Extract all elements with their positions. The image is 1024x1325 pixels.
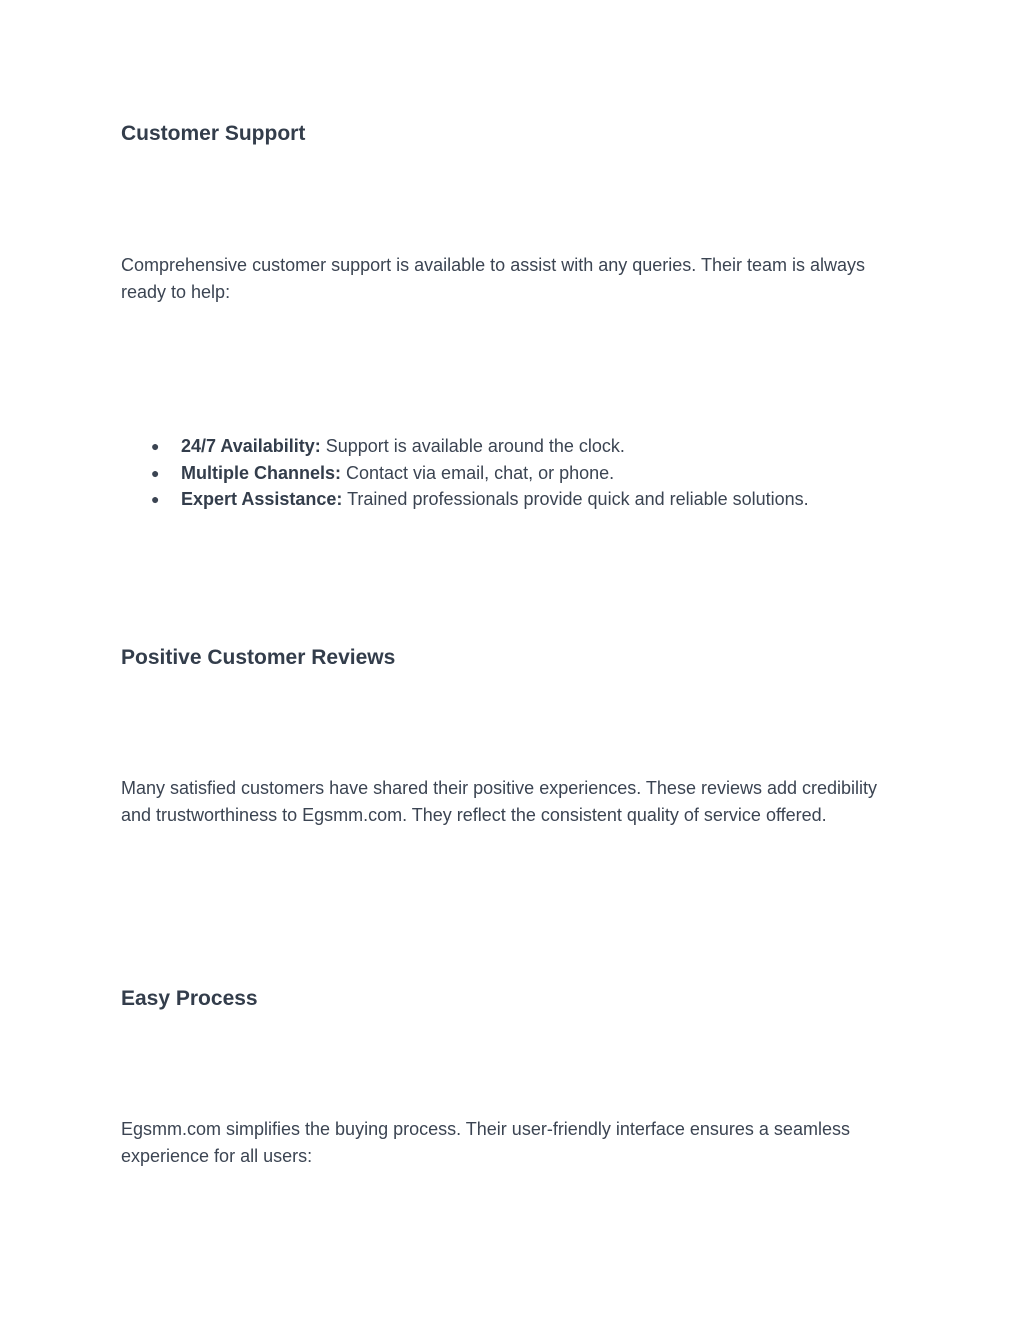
support-features-list — [121, 433, 921, 513]
heading-customer-support: Customer Support — [121, 122, 306, 145]
list-item-text: Support is available around the clock. — [320, 436, 625, 456]
list-item-availability — [121, 433, 921, 460]
bullet-icon: ● — [151, 464, 160, 481]
list-item-label: Expert Assistance: — [181, 489, 343, 509]
paragraph-positive-reviews: Many satisfied customers have shared their positive experiences. These reviews add credibility and trustworthiness to Egsmm.com. They reflect the consistent quality of service offered. — [121, 778, 878, 825]
list-item-expert-assistance — [121, 486, 921, 513]
paragraph-customer-support: Comprehensive customer support is available to assist with any queries. Their team is always ready to help: — [121, 255, 865, 302]
bullet-icon: ● — [151, 438, 160, 454]
heading-easy-process: Easy Process — [121, 987, 258, 1010]
list-item-label: Multiple Channels: — [181, 462, 342, 483]
bullet-icon: ● — [151, 491, 160, 507]
list-item-text: Trained professionals provide quick and reliable solutions. — [342, 489, 809, 509]
list-item-text: Contact via email, chat, or phone. — [341, 462, 615, 483]
list-item-label: 24/7 Availability: — [181, 436, 321, 456]
heading-positive-reviews: Positive Customer Reviews — [121, 646, 396, 669]
paragraph-easy-process: Egsmm.com simplifies the buying process. Their user-friendly interface ensures a seamless experience for all users: — [121, 1119, 850, 1166]
list-item-channels — [121, 460, 921, 487]
